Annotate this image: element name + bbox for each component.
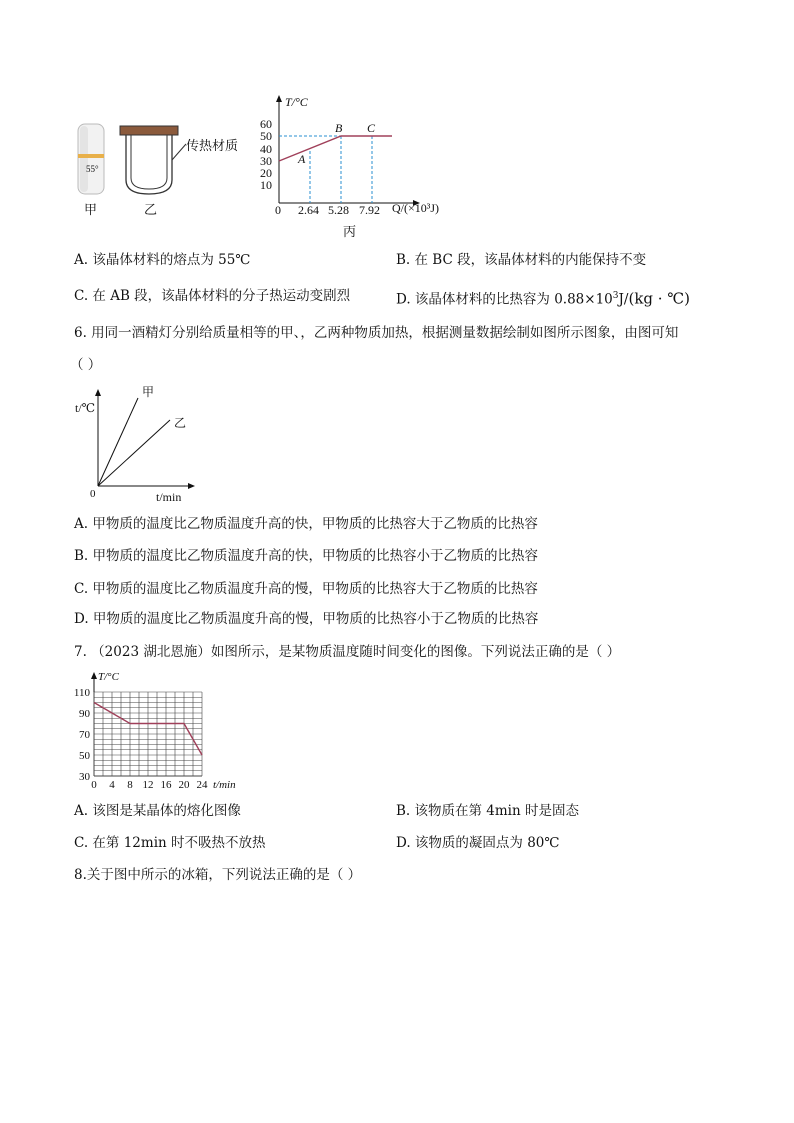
q7-ytick: 110: [73, 687, 90, 699]
q6-y-axis-title: t/℃: [75, 401, 96, 415]
q7-xtick: 20: [178, 779, 190, 791]
q6-option-b: B. 甲物质的温度比乙物质温度升高的快，甲物质的比热容小于乙物质的比热容: [74, 548, 539, 564]
u-container-image: [120, 126, 186, 194]
q5-xtick: 0: [275, 203, 281, 217]
q7-option-d: D. 该物质的凝固点为 80℃: [396, 835, 560, 851]
q5-figure: [70, 90, 470, 240]
q7-xtick: 4: [109, 779, 115, 791]
q6-option-d: D. 甲物质的温度比乙物质温度升高的慢，甲物质的比热容小于乙物质的比热容: [74, 611, 539, 627]
bottle-image: [78, 124, 104, 194]
q5-ytick: 20: [260, 166, 272, 180]
q5-xtick: 5.28: [328, 203, 349, 217]
q7-option-c: C. 在第 12min 时不吸热不放热: [74, 835, 266, 851]
q6-stem-line1: 6. 用同一酒精灯分别给质量相等的甲、，乙两种物质加热，根据测量数据绘制如图所示图象，由图可知: [74, 325, 679, 341]
q5-point-b: B: [335, 121, 343, 135]
q5-xtick: 2.64: [298, 203, 319, 217]
q7-ytick: 70: [79, 729, 90, 741]
q7-chart: [66, 664, 256, 794]
label-yi: 乙: [144, 202, 158, 217]
q7-ytick: 50: [79, 750, 90, 762]
q7-xtick: 12: [142, 779, 154, 791]
q5-point-c: C: [367, 121, 376, 135]
q7-y-axis-title: T/°C: [98, 671, 119, 683]
bottle-label: 55°: [86, 164, 99, 174]
q5-ytick: 10: [260, 178, 272, 192]
q7-y-axis-arrow: [91, 672, 97, 679]
q7-option-a: A. 该图是某晶体的熔化图像: [74, 803, 241, 819]
label-bing: 丙: [343, 224, 357, 239]
q5-option-d-unit-prefix: J/: [618, 291, 629, 308]
q5-x-axis-title: Q/(×10³J): [392, 201, 440, 215]
q7-xtick: 0: [91, 779, 97, 791]
q5-option-a: A. 该晶体材料的熔点为 55℃: [74, 252, 251, 268]
q5-point-a: A: [298, 152, 306, 166]
q5-xtick: 7.92: [359, 203, 380, 217]
q6-label-yi: 乙: [174, 416, 187, 430]
q5-ytick: 30: [260, 154, 272, 168]
q8-stem: 8.关于图中所示的冰箱，下列说法正确的是（ ）: [74, 867, 362, 883]
q5-curve: [279, 136, 392, 161]
q7-xtick: 24: [196, 779, 208, 791]
q5-option-d-text: D. 该晶体材料的比热容为 0.88×10: [396, 291, 613, 308]
q5-graph: [260, 95, 439, 217]
q7-x-axis-title: t/min: [213, 779, 236, 791]
q5-option-d-unit: (kg · ℃): [628, 289, 690, 308]
q5-option-c: C. 在 AB 段，该晶体材料的分子热运动变剧烈: [74, 288, 351, 304]
q6-stem-line2: （ ）: [70, 357, 102, 373]
q6-line-jia: [98, 398, 138, 486]
q6-x-axis-title: t/min: [156, 490, 182, 504]
q5-option-d: [396, 287, 690, 309]
q7-ytick: 30: [79, 771, 90, 783]
q7-option-b: B. 该物质在第 4min 时是固态: [396, 803, 579, 819]
q6-origin: 0: [90, 488, 96, 500]
q5-ytick: 50: [260, 129, 272, 143]
q5-ytick: 60: [260, 117, 272, 131]
q7-xtick: 8: [127, 779, 133, 791]
q7-xtick: 16: [160, 779, 172, 791]
q6-figure: [70, 380, 200, 505]
q5-ytick: 40: [260, 142, 272, 156]
q6-option-c: C. 甲物质的温度比乙物质温度升高的慢，甲物质的比热容大于乙物质的比热容: [74, 581, 538, 597]
q5-y-axis-title: T/°C: [285, 95, 308, 109]
label-material: 传热材质: [186, 138, 239, 153]
label-jia: 甲: [84, 202, 98, 217]
q6-line-yi: [98, 420, 170, 486]
q7-ytick: 90: [79, 708, 90, 720]
q6-label-jia: 甲: [142, 385, 155, 399]
q6-option-a: A. 甲物质的温度比乙物质温度升高的快，甲物质的比热容大于乙物质的比热容: [74, 516, 538, 532]
q5-option-b: B. 在 BC 段，该晶体材料的内能保持不变: [396, 252, 647, 268]
q7-stem: 7. （2023 湖北恩施）如图所示，是某物质温度随时间变化的图像。下列说法正确的是（ ）: [74, 644, 621, 660]
q5-option-d-sup: 3: [612, 291, 619, 301]
